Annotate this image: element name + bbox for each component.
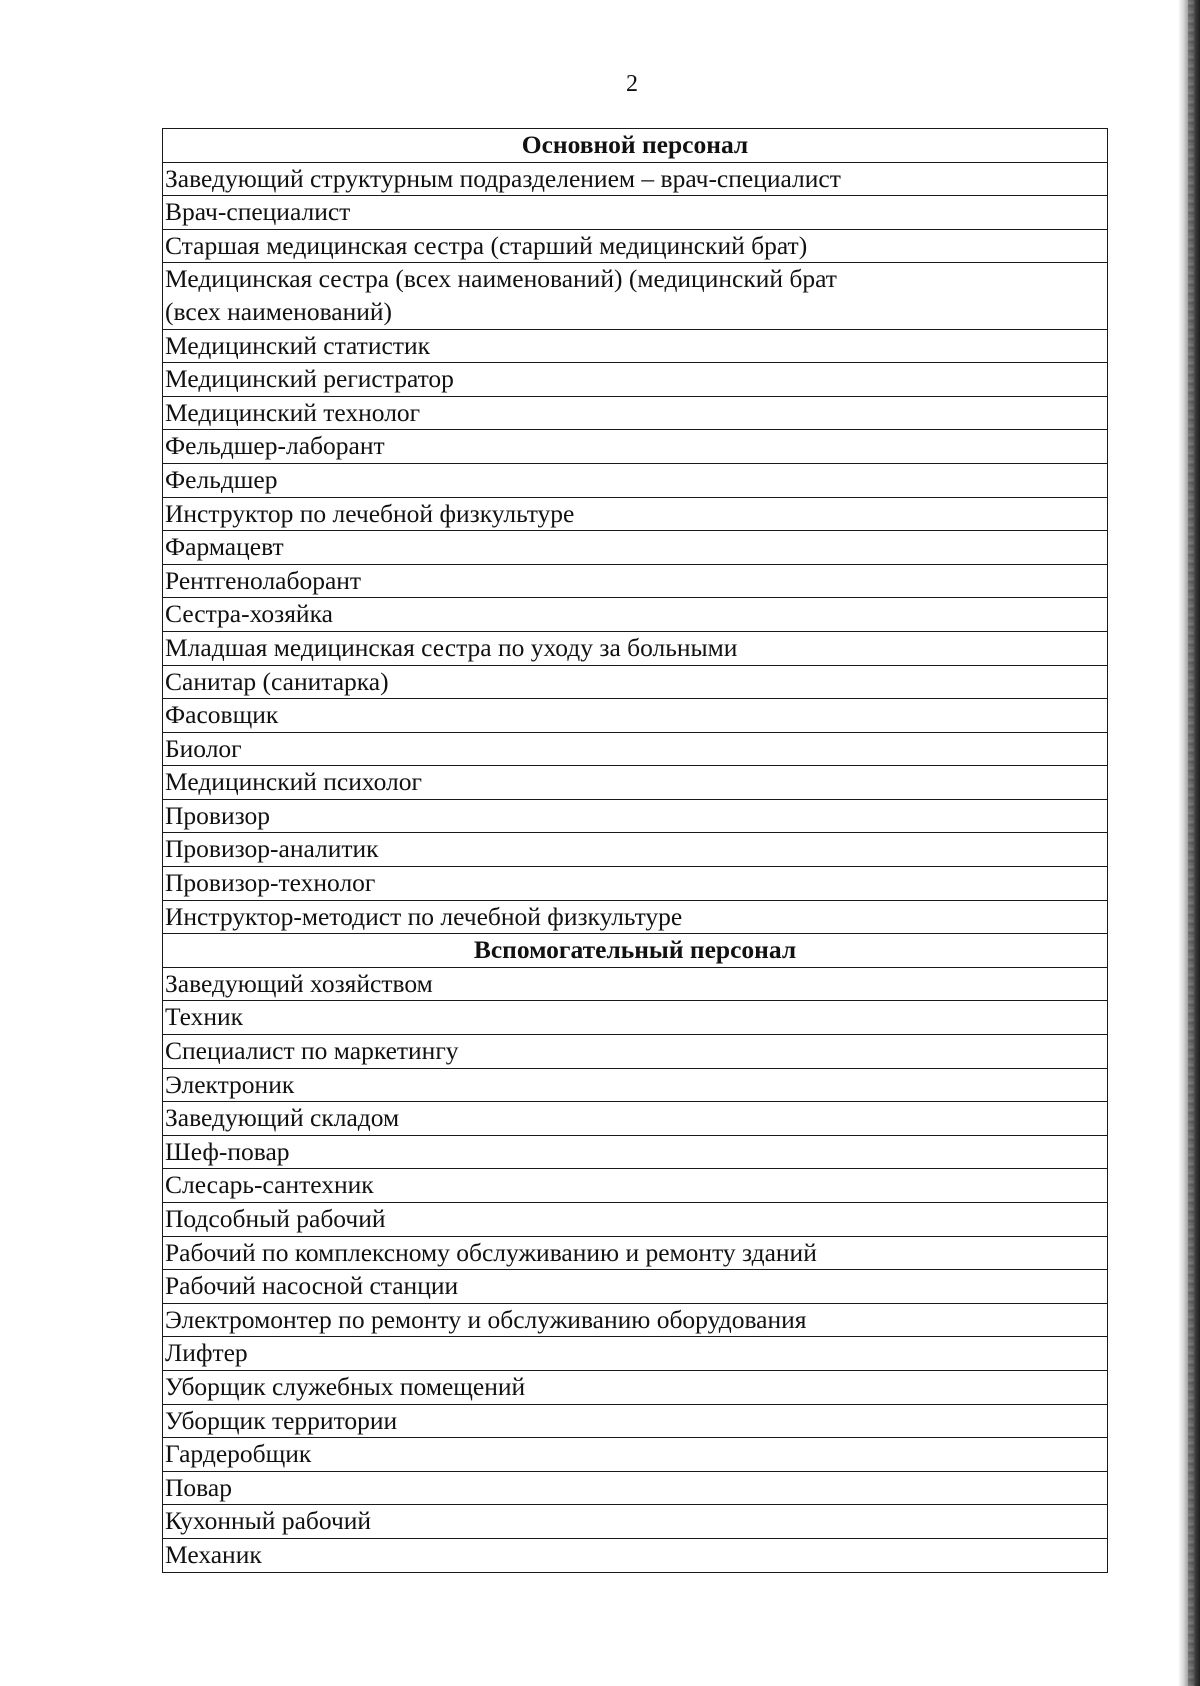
table-row xyxy=(163,1203,1108,1237)
position-cell: Провизор xyxy=(163,799,1108,833)
table-row xyxy=(163,363,1108,397)
position-cell: Медицинский технолог xyxy=(163,396,1108,430)
table-row xyxy=(163,564,1108,598)
table-row xyxy=(163,396,1108,430)
position-cell: Подсобный рабочий xyxy=(163,1203,1108,1237)
staff-positions-table xyxy=(162,128,1108,1573)
position-cell: Уборщик служебных помещений xyxy=(163,1370,1108,1404)
position-cell: Шеф-повар xyxy=(163,1135,1108,1169)
table-row xyxy=(163,699,1108,733)
section-title-support-staff: Вспомогательный персонал xyxy=(163,934,1108,968)
position-cell: Кухонный рабочий xyxy=(163,1505,1108,1539)
position-cell: Повар xyxy=(163,1471,1108,1505)
position-cell: Фельдшер-лаборант xyxy=(163,430,1108,464)
position-cell: Слесарь-сантехник xyxy=(163,1169,1108,1203)
table-row xyxy=(163,867,1108,901)
table-row xyxy=(163,1505,1108,1539)
table-row xyxy=(163,1270,1108,1304)
position-cell: Фельдшер xyxy=(163,463,1108,497)
table-row xyxy=(163,1068,1108,1102)
table-row xyxy=(163,229,1108,263)
position-cell: Младшая медицинская сестра по уходу за больными xyxy=(163,631,1108,665)
position-cell: Рабочий насосной станции xyxy=(163,1270,1108,1304)
table-row xyxy=(163,531,1108,565)
position-cell: Заведующий структурным подразделением – врач-специалист xyxy=(163,162,1108,196)
table-row xyxy=(163,766,1108,800)
position-cell: Заведующий хозяйством xyxy=(163,967,1108,1001)
table-row xyxy=(163,430,1108,464)
table-row xyxy=(163,1236,1108,1270)
table-row xyxy=(163,1102,1108,1136)
table-row xyxy=(163,1001,1108,1035)
table-row xyxy=(163,263,1108,329)
table-row xyxy=(163,900,1108,934)
position-cell: Санитар (санитарка) xyxy=(163,665,1108,699)
table-row xyxy=(163,967,1108,1001)
position-cell: Рабочий по комплексному обслуживанию и ремонту зданий xyxy=(163,1236,1108,1270)
position-cell: Техник xyxy=(163,1001,1108,1035)
position-cell: Старшая медицинская сестра (старший медицинский брат) xyxy=(163,229,1108,263)
position-cell: Инструктор по лечебной физкультуре xyxy=(163,497,1108,531)
table-row xyxy=(163,833,1108,867)
scan-edge-texture xyxy=(1188,0,1194,1686)
position-cell: Медицинская сестра (всех наименований) (медицинский брат (всех наименований) xyxy=(163,263,1108,329)
table-row xyxy=(163,1370,1108,1404)
position-cell: Биолог xyxy=(163,732,1108,766)
table-row xyxy=(163,665,1108,699)
position-cell: Провизор-аналитик xyxy=(163,833,1108,867)
position-cell: Медицинский психолог xyxy=(163,766,1108,800)
table-row xyxy=(163,1135,1108,1169)
position-cell: Рентгенолаборант xyxy=(163,564,1108,598)
table-row xyxy=(163,497,1108,531)
position-cell: Медицинский регистратор xyxy=(163,363,1108,397)
table-row xyxy=(163,162,1108,196)
position-cell: Фасовщик xyxy=(163,699,1108,733)
scan-page-edge xyxy=(1178,0,1200,1686)
section-header-row xyxy=(163,934,1108,968)
table-row xyxy=(163,196,1108,230)
table-row xyxy=(163,1438,1108,1472)
position-cell: Медицинский статистик xyxy=(163,329,1108,363)
table-row xyxy=(163,329,1108,363)
section-title-main-staff: Основной персонал xyxy=(163,129,1108,163)
table-row xyxy=(163,1337,1108,1371)
table-row xyxy=(163,732,1108,766)
table-row xyxy=(163,799,1108,833)
position-cell: Фармацевт xyxy=(163,531,1108,565)
table-row xyxy=(163,1303,1108,1337)
table-row xyxy=(163,1538,1108,1572)
position-cell: Сестра-хозяйка xyxy=(163,598,1108,632)
position-cell: Специалист по маркетингу xyxy=(163,1035,1108,1069)
table-row xyxy=(163,463,1108,497)
position-cell: Врач-специалист xyxy=(163,196,1108,230)
page-number: 2 xyxy=(626,71,638,97)
table-row xyxy=(163,1169,1108,1203)
position-cell: Механик xyxy=(163,1538,1108,1572)
position-cell: Провизор-технолог xyxy=(163,867,1108,901)
section-header-row xyxy=(163,129,1108,163)
position-cell: Заведующий складом xyxy=(163,1102,1108,1136)
position-cell: Уборщик территории xyxy=(163,1404,1108,1438)
table-row xyxy=(163,1404,1108,1438)
table-row xyxy=(163,598,1108,632)
table-row xyxy=(163,631,1108,665)
table-row xyxy=(163,1035,1108,1069)
position-cell: Гардеробщик xyxy=(163,1438,1108,1472)
position-cell: Электромонтер по ремонту и обслуживанию оборудования xyxy=(163,1303,1108,1337)
position-cell: Инструктор-методист по лечебной физкультуре xyxy=(163,900,1108,934)
table-row xyxy=(163,1471,1108,1505)
position-cell: Электроник xyxy=(163,1068,1108,1102)
position-cell: Лифтер xyxy=(163,1337,1108,1371)
